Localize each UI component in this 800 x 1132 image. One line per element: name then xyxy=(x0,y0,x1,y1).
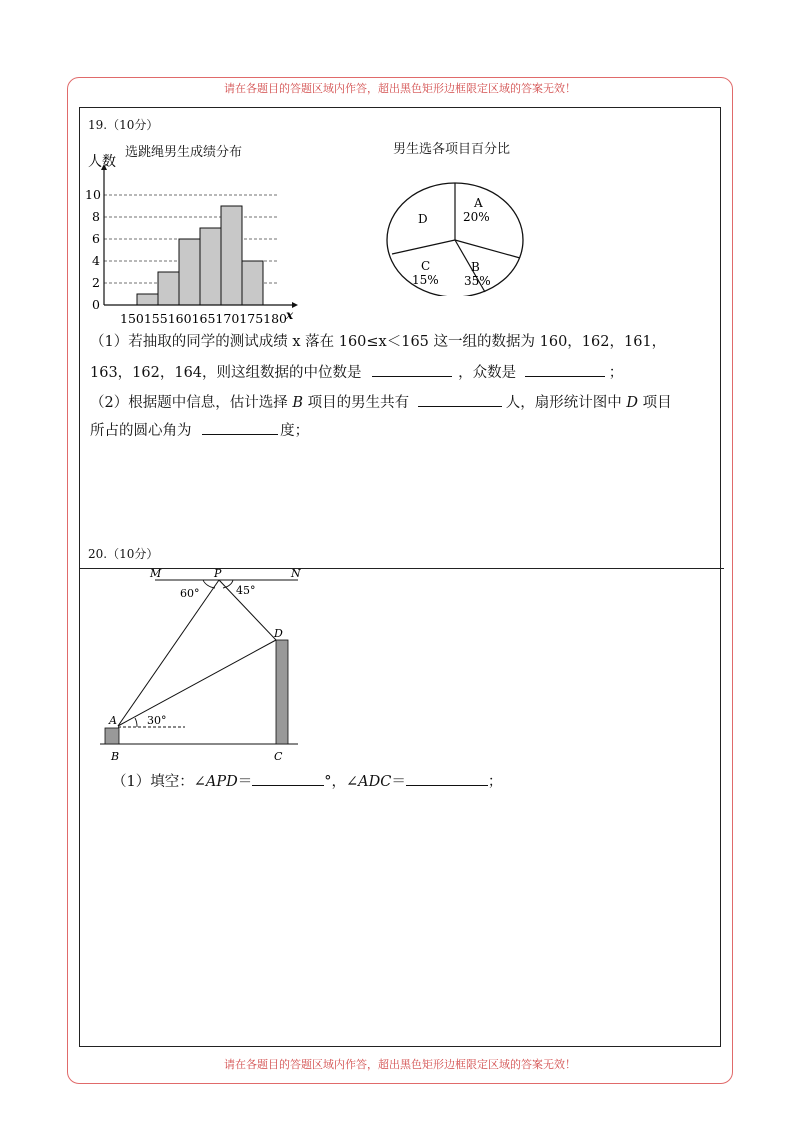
label-45: 45° xyxy=(236,584,256,597)
label-60: 60° xyxy=(180,587,200,600)
y-tick-label: 10 xyxy=(85,187,101,202)
q19-part2-line2 xyxy=(90,420,309,441)
label-d: D xyxy=(274,627,283,640)
label-c: C xyxy=(274,750,283,763)
q19-part1-line2 xyxy=(90,362,623,383)
y-tick-label: 0 xyxy=(92,297,100,312)
pie-label-b-pct: 35% xyxy=(464,274,491,288)
pie-label-d: D xyxy=(418,212,428,226)
y-tick-label: 6 xyxy=(92,231,100,246)
label-n: N xyxy=(291,567,301,580)
q20-part1 xyxy=(112,771,502,792)
angle-blank[interactable] xyxy=(202,420,278,435)
histogram-chart xyxy=(82,152,312,327)
q20-apd: APD xyxy=(205,774,238,790)
b-count-blank[interactable] xyxy=(418,392,502,407)
pie-chart xyxy=(380,166,530,296)
q19-part2-b: B xyxy=(292,395,303,411)
q19-part2-d: D xyxy=(626,395,638,411)
top-notice: 请在各题目的答题区域内作答，超出黑色矩形边框限定区域的答案无效！ xyxy=(224,82,576,95)
label-a: A xyxy=(109,714,117,727)
adc-blank[interactable] xyxy=(406,771,488,786)
q19-part1-text-a: 163，162，164，则这组数据的中位数是 xyxy=(90,365,362,381)
q20-part1-text-e: ； xyxy=(487,774,503,790)
pie-label-c: C xyxy=(421,259,431,273)
q20-part1-text-d: ＝ xyxy=(391,774,406,790)
q19-part2-text-e: 所占的圆心角为 xyxy=(90,423,192,439)
pie-label-c-pct: 15% xyxy=(412,273,439,287)
pie-label-a-pct: 20% xyxy=(463,210,490,224)
q20-number: 20.（10分） xyxy=(88,547,159,561)
q19-part2-text-b: 项目的男生共有 xyxy=(307,395,410,411)
pie-slice-divider xyxy=(455,240,520,258)
q19-number: 19.（10分） xyxy=(88,118,159,132)
histogram-ylabel: 人数 xyxy=(88,154,116,170)
pie-slice-divider xyxy=(392,240,455,254)
apd-blank[interactable] xyxy=(252,771,324,786)
q19-part2-line1 xyxy=(90,392,672,413)
q19-part1-text-b: ，众数是 xyxy=(458,365,517,381)
histogram-bar xyxy=(137,294,158,305)
q20-part1-text-a: （1）填空：∠ xyxy=(112,774,206,790)
median-blank[interactable] xyxy=(372,362,452,377)
y-tick-label: 8 xyxy=(92,209,100,224)
q19-part1-line1: （1）若抽取的同学的测试成绩 x 落在 160≤x＜165 这一组的数据为 160，162，161， xyxy=(90,334,667,350)
histogram-title: 选跳绳男生成绩分布 xyxy=(125,145,243,160)
bottom-notice: 请在各题目的答题区域内作答，超出黑色矩形边框限定区域的答案无效！ xyxy=(224,1058,576,1071)
y-tick-label: 4 xyxy=(92,253,100,268)
histogram-bar xyxy=(242,261,263,305)
q19-part1-text-c: ； xyxy=(608,365,624,381)
q19-part2-text-a: （2）根据题中信息，估计选择 xyxy=(90,395,288,411)
histogram-xticks: 150155160165170175180 xyxy=(120,311,288,326)
histogram-bar xyxy=(200,228,221,305)
q20-part1-text-b: ＝ xyxy=(237,774,253,790)
pie-title: 男生选各项目百分比 xyxy=(393,142,511,157)
label-m: M xyxy=(150,567,162,580)
q19-part2-text-f: 度； xyxy=(280,423,310,439)
pie-label-b: B xyxy=(471,260,480,274)
label-b: B xyxy=(111,750,120,763)
histogram-bar xyxy=(179,239,200,305)
histogram-bar xyxy=(158,272,179,305)
pie-label-a: A xyxy=(474,196,483,210)
q19-part2-text-c: 人，扇形统计图中 xyxy=(505,395,622,411)
y-tick-label: 2 xyxy=(92,275,100,290)
histogram-bar xyxy=(221,206,242,305)
label-30: 30° xyxy=(147,714,167,727)
q20-adc: ADC xyxy=(358,774,392,790)
q20-part1-text-c: °，∠ xyxy=(324,774,359,790)
building-cd xyxy=(276,640,288,744)
histogram-xlabel: x xyxy=(286,308,294,322)
q19-part2-text-d: 项目 xyxy=(642,395,672,411)
q20-figure xyxy=(95,566,310,766)
mode-blank[interactable] xyxy=(525,362,605,377)
building-ab xyxy=(105,728,119,744)
label-p: P xyxy=(214,567,222,580)
